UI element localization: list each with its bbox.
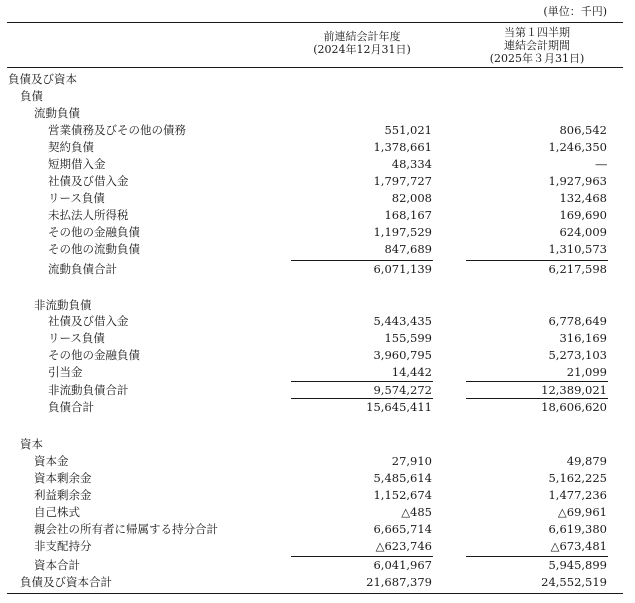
subtotal-rule <box>291 556 433 557</box>
row-label: 負債 <box>20 89 43 103</box>
prior-year-value: 14,442 <box>391 365 432 379</box>
row-label: 流動負債 <box>34 106 80 120</box>
table-row <box>0 453 635 470</box>
table-row <box>0 330 635 347</box>
table-row <box>0 504 635 521</box>
subtotal-rule <box>291 381 433 382</box>
prior-year-value: 3,960,795 <box>373 348 432 362</box>
prior-year-value: 155,599 <box>384 331 432 345</box>
row-label: その他の金融負債 <box>48 225 140 239</box>
prior-year-value: 6,041,967 <box>373 558 432 572</box>
row-label: 負債及び資本合計 <box>20 575 112 589</box>
current-quarter-value: △69,961 <box>557 505 607 519</box>
prior-year-value: 1,197,529 <box>373 225 432 239</box>
row-label: その他の流動負債 <box>48 242 140 256</box>
column-header-current-quarter <box>466 26 608 65</box>
row-label: 社債及び借入金 <box>48 314 129 328</box>
row-label: 非流動負債合計 <box>48 383 129 397</box>
column-header-current-quarter-line2: 連結会計期間 <box>504 39 570 52</box>
current-quarter-value: 316,169 <box>559 331 607 345</box>
prior-year-value: 1,797,727 <box>373 174 432 188</box>
row-label: 非支配持分 <box>34 539 92 553</box>
row-label: 資本金 <box>34 454 69 468</box>
table-row <box>0 173 635 190</box>
current-quarter-value: 6,778,649 <box>548 314 607 328</box>
current-quarter-value: 12,389,021 <box>541 383 607 397</box>
header-bottom-rule <box>7 67 623 68</box>
row-label: 資本剰余金 <box>34 471 92 485</box>
table-row <box>0 399 635 416</box>
table-row <box>0 139 635 156</box>
current-quarter-value: 24,552,519 <box>541 575 607 589</box>
current-quarter-value: 21,099 <box>566 365 607 379</box>
table-row <box>0 297 635 314</box>
table-row <box>0 364 635 381</box>
subtotal-rule <box>466 556 608 557</box>
row-label: 自己株式 <box>34 505 80 519</box>
table-row <box>0 207 635 224</box>
table-row <box>0 487 635 504</box>
row-label: リース負債 <box>48 191 105 205</box>
row-label: 短期借入金 <box>48 157 106 171</box>
prior-year-value: 1,152,674 <box>373 488 432 502</box>
table-row <box>0 71 635 88</box>
column-header-prior-year <box>291 30 433 56</box>
current-quarter-value: 5,273,103 <box>548 348 607 362</box>
table-row <box>0 470 635 487</box>
row-label: 社債及び借入金 <box>48 174 129 188</box>
subtotal-rule <box>466 260 608 261</box>
subtotal-rule <box>291 398 433 399</box>
current-quarter-value: 1,310,573 <box>548 242 607 256</box>
table-row <box>0 241 635 258</box>
current-quarter-value: 6,217,598 <box>548 262 607 276</box>
row-label: 利益剰余金 <box>34 488 92 502</box>
current-quarter-value: 169,690 <box>559 208 607 222</box>
prior-year-value: △623,746 <box>375 539 432 553</box>
current-quarter-value: 18,606,620 <box>541 400 607 414</box>
table-row <box>0 347 635 364</box>
table-row <box>0 521 635 538</box>
table-bottom-rule <box>7 593 623 594</box>
column-header-prior-year-line2: (2024年12月31日) <box>313 43 411 56</box>
current-quarter-value: △673,481 <box>550 539 607 553</box>
prior-year-value: 48,334 <box>391 157 432 171</box>
current-quarter-value: 1,246,350 <box>548 140 607 154</box>
current-quarter-value: 624,009 <box>559 225 607 239</box>
prior-year-value: 15,645,411 <box>366 400 432 414</box>
prior-year-value: 847,689 <box>384 242 432 256</box>
column-header-current-quarter-line3: (2025年３月31日) <box>489 52 585 65</box>
subtotal-rule <box>291 260 433 261</box>
current-quarter-value: 1,927,963 <box>548 174 607 188</box>
column-header-prior-year-line1: 前連結会計年度 <box>323 30 401 43</box>
table-row <box>0 557 635 574</box>
subtotal-rule <box>466 381 608 382</box>
table-row <box>0 574 635 591</box>
table-row <box>0 156 635 173</box>
row-label: 資本合計 <box>34 558 80 572</box>
row-label: 親会社の所有者に帰属する持分合計 <box>34 522 218 536</box>
header-top-rule <box>7 22 623 23</box>
row-label: 負債及び資本 <box>8 72 77 86</box>
prior-year-value: 27,910 <box>391 454 432 468</box>
prior-year-value: 1,378,661 <box>373 140 432 154</box>
table-row <box>0 190 635 207</box>
row-label: その他の金融負債 <box>48 348 140 362</box>
table-row <box>0 382 635 399</box>
row-label: 流動負債合計 <box>48 262 117 276</box>
table-row <box>0 105 635 122</box>
row-label: 負債合計 <box>48 400 94 414</box>
row-label: 契約負債 <box>48 140 94 154</box>
row-label: 未払法人所得税 <box>48 208 129 222</box>
prior-year-value: △485 <box>401 505 432 519</box>
table-row <box>0 224 635 241</box>
prior-year-value: 6,071,139 <box>373 262 432 276</box>
current-quarter-value: 6,619,380 <box>548 522 607 536</box>
row-label: 資本 <box>20 437 43 451</box>
prior-year-value: 5,443,435 <box>373 314 432 328</box>
row-label: 非流動負債 <box>34 298 92 312</box>
table-row <box>0 88 635 105</box>
table-row <box>0 538 635 555</box>
prior-year-value: 82,008 <box>391 191 432 205</box>
current-quarter-value: 1,477,236 <box>548 488 607 502</box>
prior-year-value: 6,665,714 <box>373 522 432 536</box>
table-row <box>0 436 635 453</box>
current-quarter-value: 5,945,899 <box>548 558 607 572</box>
row-label: 営業債務及びその他の債務 <box>48 123 186 137</box>
prior-year-value: 5,485,614 <box>373 471 432 485</box>
current-quarter-value: ― <box>595 157 607 171</box>
current-quarter-value: 49,879 <box>566 454 607 468</box>
current-quarter-value: 5,162,225 <box>548 471 607 485</box>
prior-year-value: 168,167 <box>384 208 432 222</box>
prior-year-value: 21,687,379 <box>366 575 432 589</box>
row-label: 引当金 <box>48 365 83 379</box>
current-quarter-value: 806,542 <box>559 123 607 137</box>
unit-label: (単位：千円) <box>543 5 607 18</box>
prior-year-value: 551,021 <box>384 123 432 137</box>
column-header-current-quarter-line1: 当第１四半期 <box>504 26 570 39</box>
table-row <box>0 261 635 278</box>
table-row <box>0 313 635 330</box>
current-quarter-value: 132,468 <box>559 191 607 205</box>
table-row <box>0 122 635 139</box>
row-label: リース負債 <box>48 331 105 345</box>
prior-year-value: 9,574,272 <box>373 383 432 397</box>
subtotal-rule <box>466 398 608 399</box>
